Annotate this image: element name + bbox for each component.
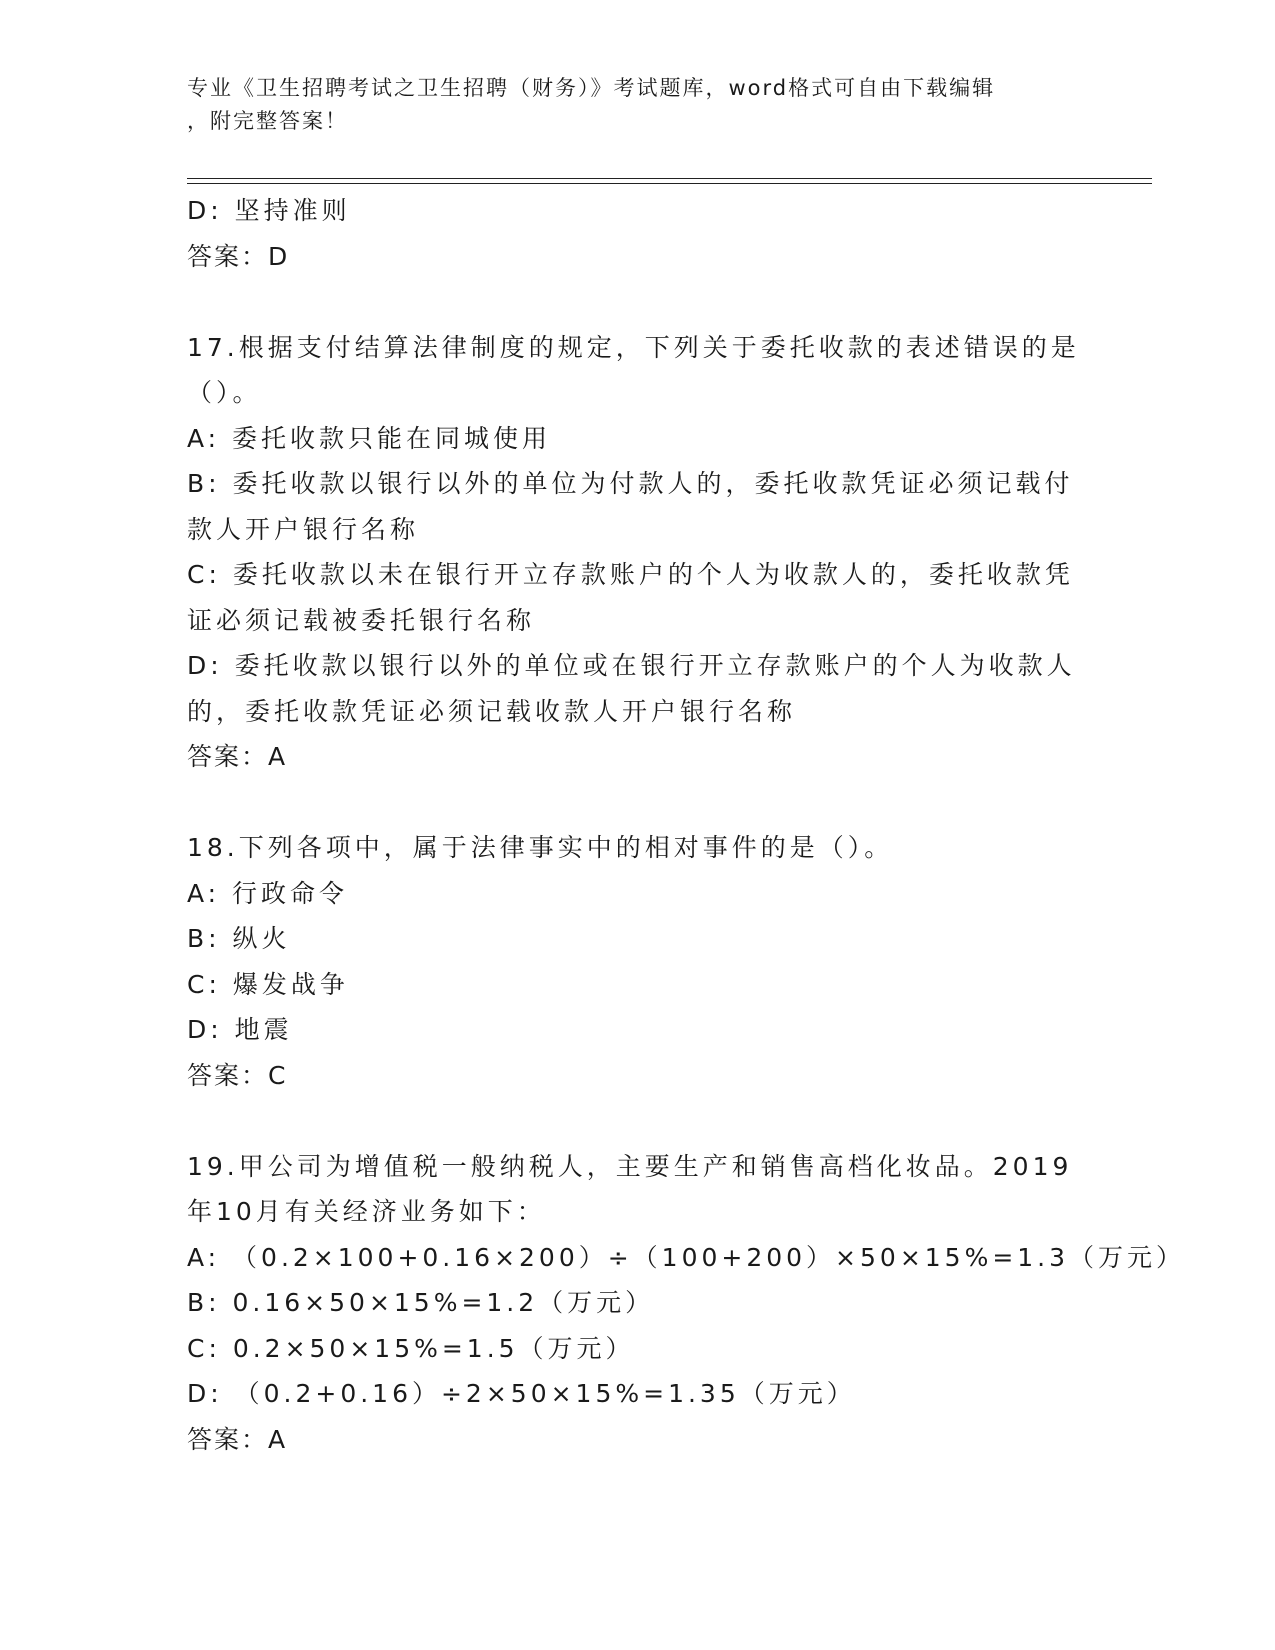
question-17-option-d-line-2: 的，委托收款凭证必须记载收款人开户银行名称 bbox=[187, 696, 797, 726]
question-17-option-a: A: 委托收款只能在同城使用 bbox=[187, 423, 552, 453]
spacer bbox=[187, 780, 1087, 826]
question-19-option-b: B: 0.16×50×15%=1.2（万元） bbox=[187, 1288, 655, 1317]
question-18-option-c: C: 爆发战争 bbox=[187, 969, 349, 999]
question-18-option-d: D: 地震 bbox=[187, 1015, 293, 1044]
document-header bbox=[187, 72, 1067, 138]
question-19-option-d: D: （0.2+0.16）÷2×50×15%=1.35（万元） bbox=[187, 1379, 856, 1408]
prev-question-option-d: D: 坚持准则 bbox=[187, 196, 351, 225]
question-19-stem-line-1: 19.甲公司为增值税一般纳税人，主要生产和销售高档化妆品。2019 bbox=[187, 1151, 1073, 1181]
question-19-stem-line-2: 年10月有关经济业务如下： bbox=[187, 1197, 546, 1226]
question-19-option-c: C: 0.2×50×15%=1.5（万元） bbox=[187, 1333, 635, 1363]
question-18-stem: 18.下列各项中，属于法律事实中的相对事件的是（）。 bbox=[187, 833, 894, 862]
question-17-answer: 答案：A bbox=[187, 742, 288, 771]
spacer bbox=[187, 279, 1087, 325]
spacer bbox=[187, 1098, 1087, 1144]
prev-question-answer: 答案：D bbox=[187, 241, 290, 271]
question-17-option-b-line-2: 款人开户银行名称 bbox=[187, 514, 420, 544]
question-17 bbox=[187, 325, 1087, 780]
question-18-option-b: B: 纵火 bbox=[187, 924, 291, 953]
header-line-2: ，附完整答案！ bbox=[187, 109, 348, 133]
question-19-option-a: A: （0.2×100+0.16×200）÷（100+200）×50×15%=1.3（万元） bbox=[187, 1242, 1186, 1272]
question-19 bbox=[187, 1144, 1186, 1463]
question-18-option-a: A: 行政命令 bbox=[187, 878, 349, 908]
question-17-option-b-line-1: B: 委托收款以银行以外的单位为付款人的，委托收款凭证必须记载付 bbox=[187, 469, 1074, 498]
question-17-option-c-line-1: C: 委托收款以未在银行开立存款账户的个人为收款人的，委托收款凭 bbox=[187, 560, 1074, 589]
question-17-stem-line-1: 17.根据支付结算法律制度的规定，下列关于委托收款的表述错误的是 bbox=[187, 332, 1080, 362]
header-line-1: 专业《卫生招聘考试之卫生招聘（财务）》考试题库，word格式可自由下载编辑 bbox=[187, 76, 996, 100]
question-18-answer: 答案：C bbox=[187, 1060, 288, 1090]
question-17-option-c-line-2: 证必须记载被委托银行名称 bbox=[187, 605, 536, 635]
question-18 bbox=[187, 825, 1087, 1098]
question-19-answer: 答案：A bbox=[187, 1424, 288, 1454]
question-17-stem-line-2: （）。 bbox=[187, 378, 262, 407]
question-content bbox=[187, 188, 1186, 1462]
header-divider-top bbox=[187, 178, 1152, 179]
header-divider-bottom bbox=[187, 183, 1152, 184]
question-17-option-d-line-1: D: 委托收款以银行以外的单位或在银行开立存款账户的个人为收款人 bbox=[187, 651, 1076, 680]
